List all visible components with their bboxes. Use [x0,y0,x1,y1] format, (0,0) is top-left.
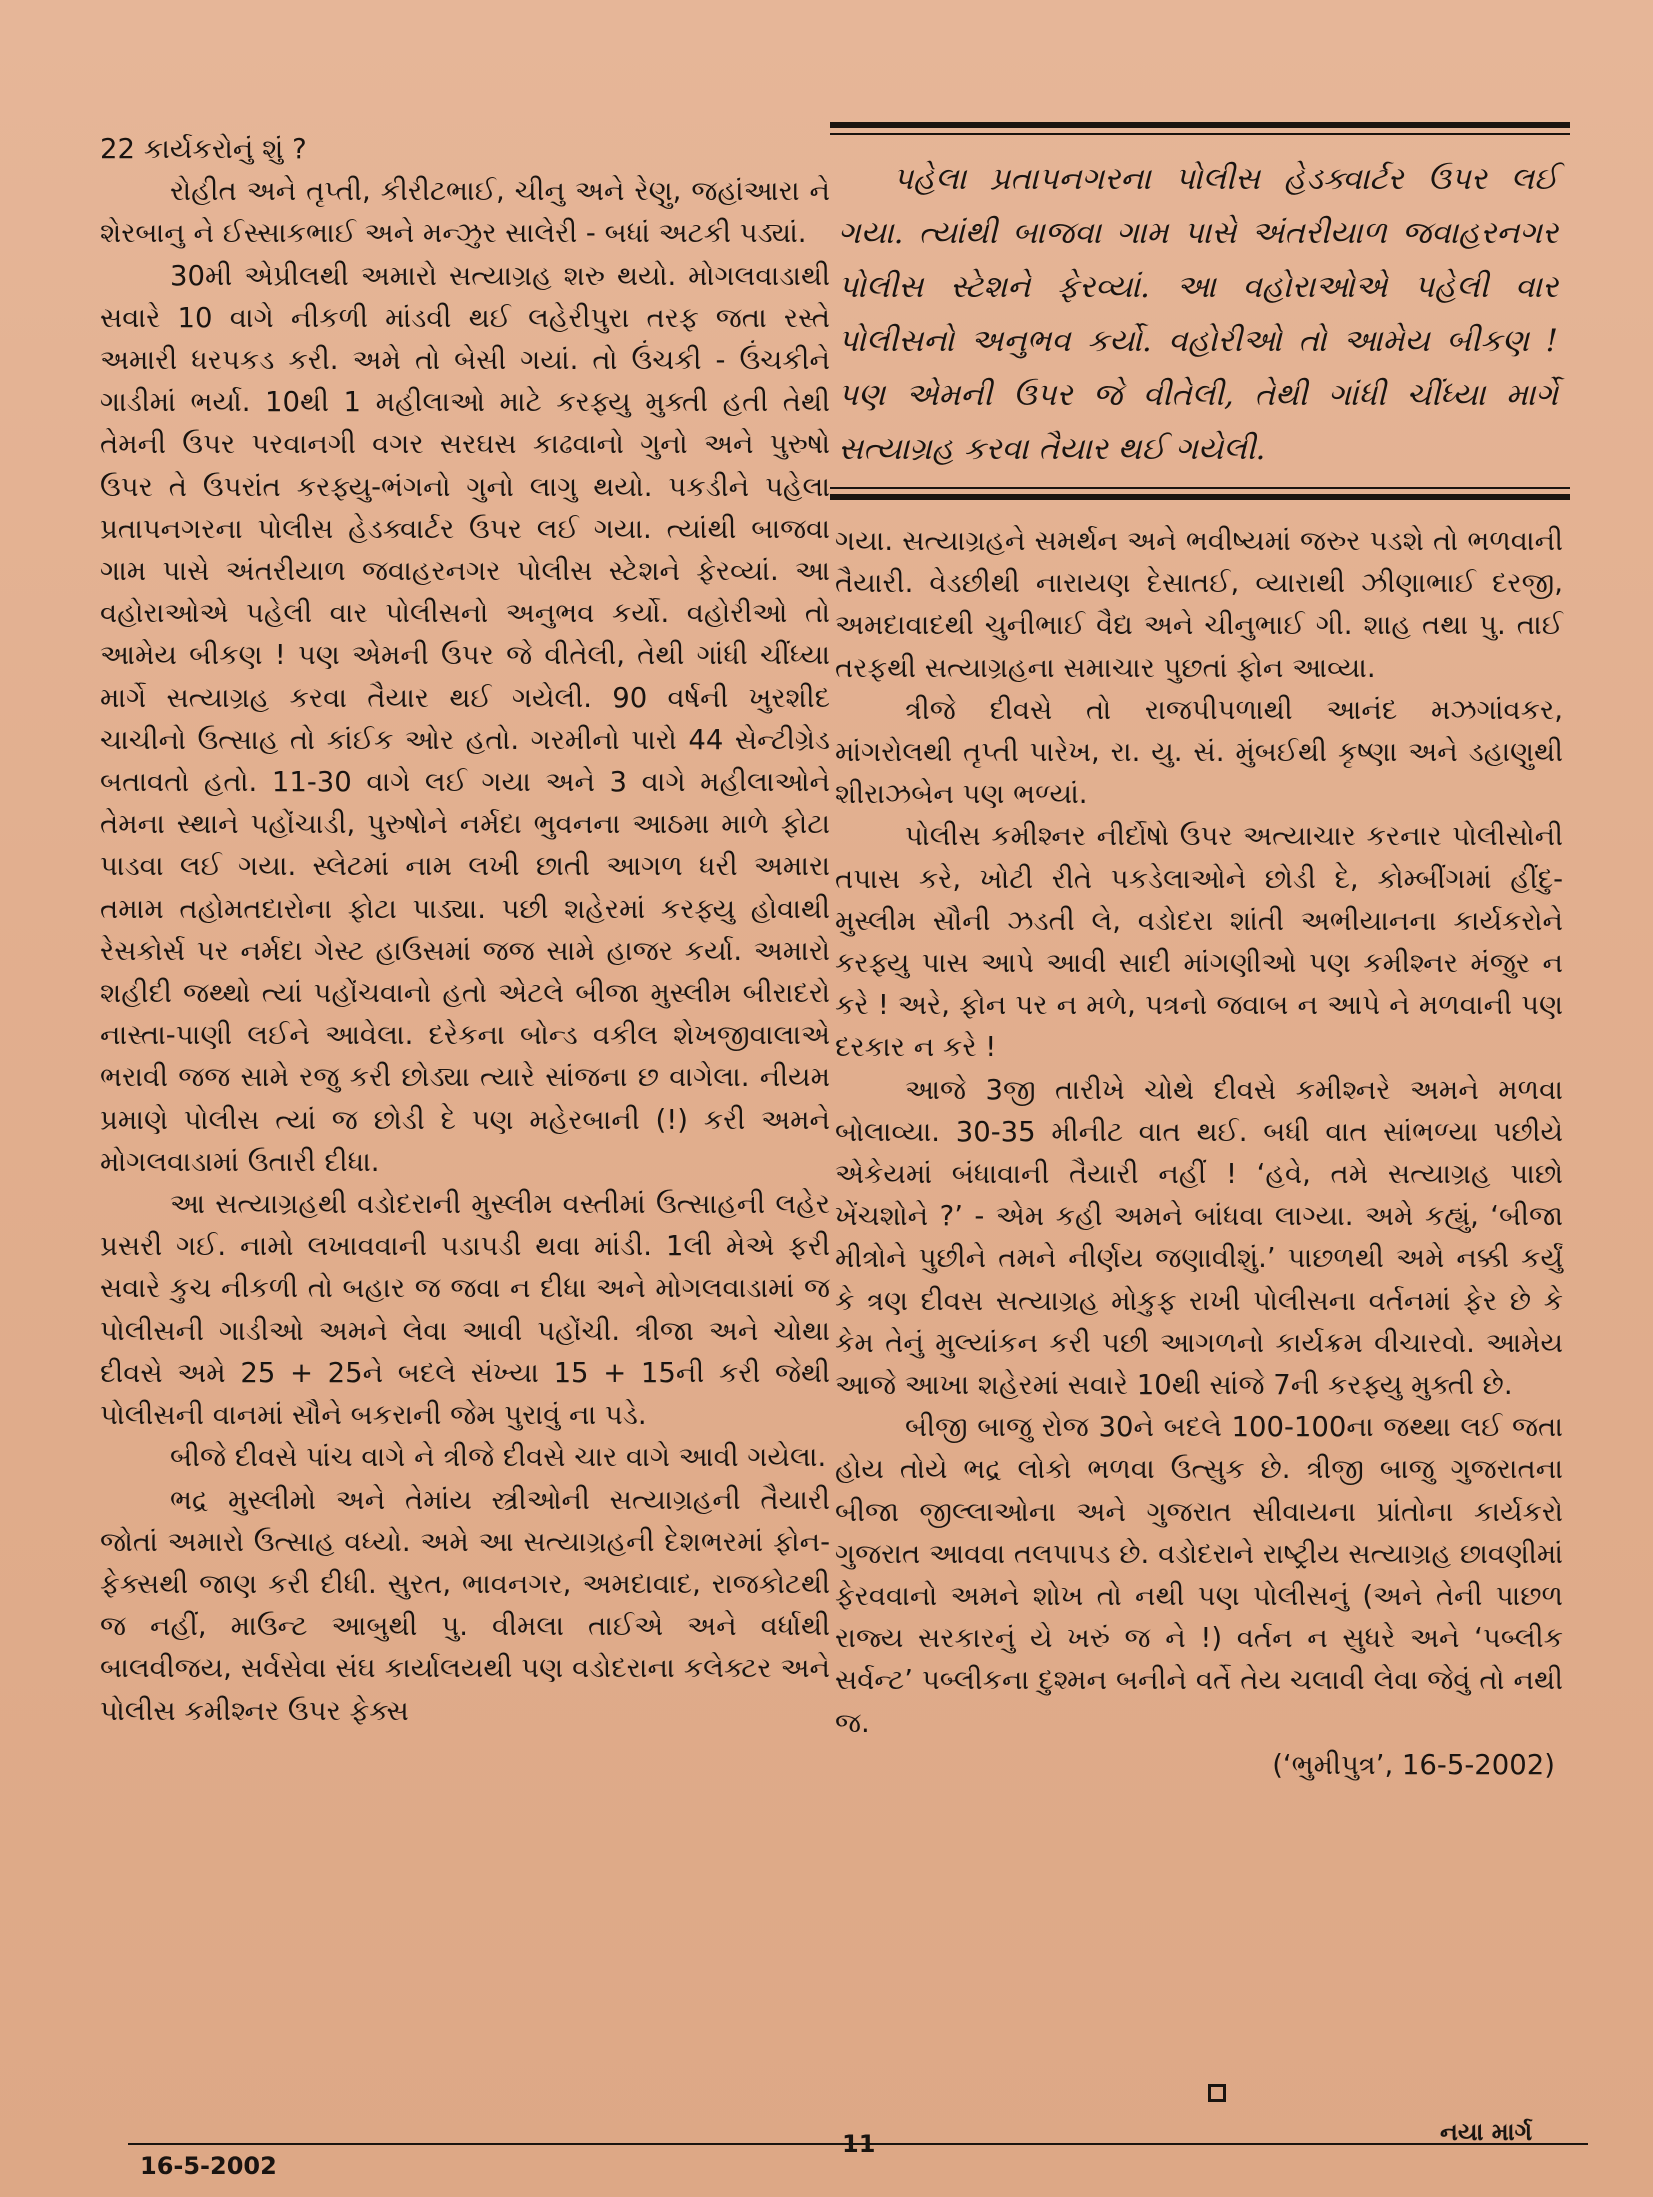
section-heading: 22 કાર્યકરોનું શું ? [100,133,307,165]
pull-quote [830,122,1570,500]
magazine-name: નયા માર્ગ [1440,2118,1533,2146]
paragraph: 30મી એપ્રીલથી અમારો સત્યાગ્રહ શરુ થયો. મોગલવાડાથી સવારે 10 વાગે નીકળી માંડવી થઈ લહેરીપુરા તરફ જતા રસ્તે અમારી ધરપકડ કરી. અમે તો બેસી ગયાં. તો ઉંચકી - ઉંચકીને ગાડીમાં ભર્યા. 10થી 1 મહીલાઓ માટે કરફ્યુ મુક્તી હતી તેથી તેમની ઉપર પરવાનગી વગર સરઘસ કાઢવાનો ગુનો અને પુરુષો ઉપર તે ઉપરાંત કરફ્યુ-ભંગનો ગુનો લાગુ થયો. પકડીને પહેલા પ્રતાપનગરના પોલીસ હેડક્વાર્ટર ઉપર લઈ ગયા. ત્યાંથી બાજવા ગામ પાસે અંતરીયાળ જવાહરનગર પોલીસ સ્ટેશને ફેરવ્યાં. આ વહોરાઓએ પહેલી વાર પોલીસનો અનુભવ કર્યો. વહોરીઓ તો આમેય બીકણ ! પણ એમની ઉપર જે વીતેલી, તેથી ગાંધી ચીંધ્યા માર્ગે સત્યાગ્રહ કરવા તૈયાર થઈ ગયેલી. 90 વર્ષની ખુરશીદ ચાચીનો ઉત્સાહ તો કાંઈક ઓર હતો. ગરમીનો પારો 44 સેન્ટીગ્રેડ બતાવતો હતો. 11-30 વાગે લઈ ગયા અને 3 વાગે મહીલાઓને તેમના સ્થાને પહોંચાડી, પુરુષોને નર્મદા ભુવનના આઠમા માળે ફોટા પાડવા લઈ ગયા. સ્લેટમાં નામ લખી છાતી આગળ ધરી અમારા તમામ તહોમતદારોના ફોટા પાડ્યા. પછી શહેરમાં કરફ્યુ હોવાથી રેસકોર્સ પર નર્મદા ગેસ્ટ હાઉસમાં જજ સામે હાજર કર્યા. અમારો શહીદી જથ્થો ત્યાં પહોંચવાનો હતો એટલે બીજા મુસ્લીમ બીરાદરો નાસ્તા-પાણી લઈને આવેલા. દરેકના બોન્ડ વકીલ શેખજીવાલાએ ભરાવી જજ સામે રજુ કરી છોડ્યા ત્યારે સાંજના છ વાગેલા. નીયમ પ્રમાણે પોલીસ ત્યાં જ છોડી દે પણ મહેરબાની (!) કરી અમને મોગલવાડામાં ઉતારી દીધા. [100,259,831,1178]
paragraph: પોલીસ કમીશ્નર નીર્દોષો ઉપર અત્યાચાર કરનાર પોલીસોની તપાસ કરે, ખોટી રીતે પકડેલાઓને છોડી દે, કોમ્બીંગમાં હીંદુ-મુસ્લીમ સૌની ઝડતી લે, વડોદરા શાંતી અભીયાનના કાર્યકરોને કરફ્યુ પાસ આપે આવી સાદી માંગણીઓ પણ કમીશ્નર મંજુર ન કરે ! અરે, ફોન પર ન મળે, પત્રનો જવાબ ન આપે ને મળવાની પણ દરકાર ન કરે ! [835,820,1563,1064]
paragraph: ગયા. સત્યાગ્રહને સમર્થન અને ભવીષ્યમાં જરુર પડશે તો ભળવાની તૈયારી. વેડછીથી નારાયણ દેસાતઈ, વ્યારાથી ઝીણાભાઈ દરજી, અમદાવાદથી ચુનીભાઈ વૈદ્ય અને ચીનુભાઈ ગી. શાહ તથા પુ. તાઈ તરફથી સત્યાગ્રહના સમાચાર પુછતાં ફોન આવ્યા. [835,525,1563,684]
left-column [100,128,830,1732]
paragraph: રોહીત અને તૃપ્તી, કીરીટભાઈ, ચીનુ અને રેણુ, જહાંઆરા ને શેરબાનુ ને ઈસ્સાકભાઈ અને મન્ઝુર સાલેરી - બધાં અટકી પડ્યાં. [100,175,830,250]
pull-quote-text: પહેલા પ્રતાપનગરના પોલીસ હેડક્વાર્ટર ઉપર લઈ ગયા. ત્યાંથી બાજવા ગામ પાસે અંતરીયાળ જવાહરનગર પોલીસ સ્ટેશને ફેરવ્યાં. આ વહોરાઓએ પહેલી વાર પોલીસનો અનુભવ કર્યો. વહોરીઓ તો આમેય બીકણ ! પણ એમની ઉપર જે વીતેલી, તેથી ગાંધી ચીંધ્યા માર્ગે સત્યાગ્રહ કરવા તૈયાર થઈ ગયેલી. [838,161,1558,467]
right-column [835,520,1563,1786]
paragraph: બીજે દીવસે પાંચ વાગે ને ત્રીજે દીવસે ચાર વાગે આવી ગયેલા. [170,1441,827,1474]
paragraph: ત્રીજે દીવસે તો રાજપીપળાથી આનંદ મઝગાંવકર, માંગરોલથી તૃપ્તી પારેખ, રા. યુ. સં. મુંબઈથી કૃષ્ણા અને ડહાણુથી શીરાઝબેન પણ ભળ્યાં. [835,693,1563,811]
paragraph: આજે 3જી તારીખે ચોથે દીવસે કમીશ્નરે અમને મળવા બોલાવ્યા. 30-35 મીનીટ વાત થઈ. બધી વાત સાંભળ્યા પછીયે એકેયમાં બંધાવાની તૈયારી નહીં ! ‘હવે, તમે સત્યાગ્રહ પાછો ખેંચશોને ?’ - એમ કહી અમને બાંધવા લાગ્યા. અમે કહ્યું, ‘બીજા મીત્રોને પુછીને તમને નીર્ણય જણાવીશું.’ પાછળથી અમે નક્કી કર્યું કે ત્રણ દીવસ સત્યાગ્રહ મોકુફ રાખી પોલીસના વર્તનમાં ફેર છે કે કેમ તેનું મુલ્યાંકન કરી પછી આગળનો કાર્યક્રમ વીચારવો. આમેય આજે આખા શહેરમાં સવારે 10થી સાંજે 7ની કરફ્યુ મુક્તી છે. [835,1073,1563,1402]
end-mark-icon [1208,2084,1226,2102]
page-number: 11 [842,2130,876,2158]
paragraph: બીજી બાજુ રોજ 30ને બદલે 100-100ના જથ્થા લઈ જતા હોય તોયે ભદ્ર લોકો ભળવા ઉત્સુક છે. ત્રીજી બાજુ ગુજરાતના બીજા જીલ્લાઓના અને ગુજરાત સીવાયના પ્રાંતોના કાર્યકરો ગુજરાત આવવા તલપાપડ છે. વડોદરાને રાષ્ટ્રીય સત્યાગ્રહ છાવણીમાં ફેરવવાનો અમને શોખ તો નથી પણ પોલીસનું (અને તેની પાછળ રાજ્ય સરકારનું યે ખરું જ ને !) વર્તન ન સુધરે અને ‘પબ્લીક સર્વન્ટ’ પબ્લીકના દુશ્મન બનીને વર્તે તેય ચલાવી લેવા જેવું તો નથી જ. [835,1411,1563,1739]
source-citation: (‘ભુમીપુત્ર’, 16-5-2002) [1272,1748,1555,1781]
footer-date: 16-5-2002 [140,2152,277,2180]
paragraph: ભદ્ર મુસ્લીમો અને તેમાંય સ્ત્રીઓની સત્યાગ્રહની તૈયારી જોતાં અમારો ઉત્સાહ વધ્યો. અમે આ સત્યાગ્રહની દેશભરમાં ફોન-ફેક્સથી જાણ કરી દીધી. સુરત, ભાવનગર, અમદાવાદ, રાજકોટથી જ નહીં, માઉન્ટ આબુથી પુ. વીમલા તાઈએ અને વર્ધાથી બાલવીજય, સર્વસેવા સંઘ કાર્યાલયથી પણ વડોદરાના કલેક્ટર અને પોલીસ કમીશ્નર ઉપર ફેક્સ [100,1483,830,1727]
paragraph: આ સત્યાગ્રહથી વડોદરાની મુસ્લીમ વસ્તીમાં ઉત્સાહની લહેર પ્રસરી ગઈ. નામો લખાવવાની પડાપડી થવા માંડી. 1લી મેએ ફરી સવારે કુચ નીકળી તો બહાર જ જવા ન દીધા અને મોગલવાડામાં જ પોલીસની ગાડીઓ અમને લેવા આવી પહોંચી. ત્રીજા અને ચોથા દીવસે અમે 25 + 25ને બદલે સંખ્યા 15 + 15ની કરી જેથી પોલીસની વાનમાં સૌને બકરાની જેમ પુરાવું ના પડે. [100,1188,830,1432]
